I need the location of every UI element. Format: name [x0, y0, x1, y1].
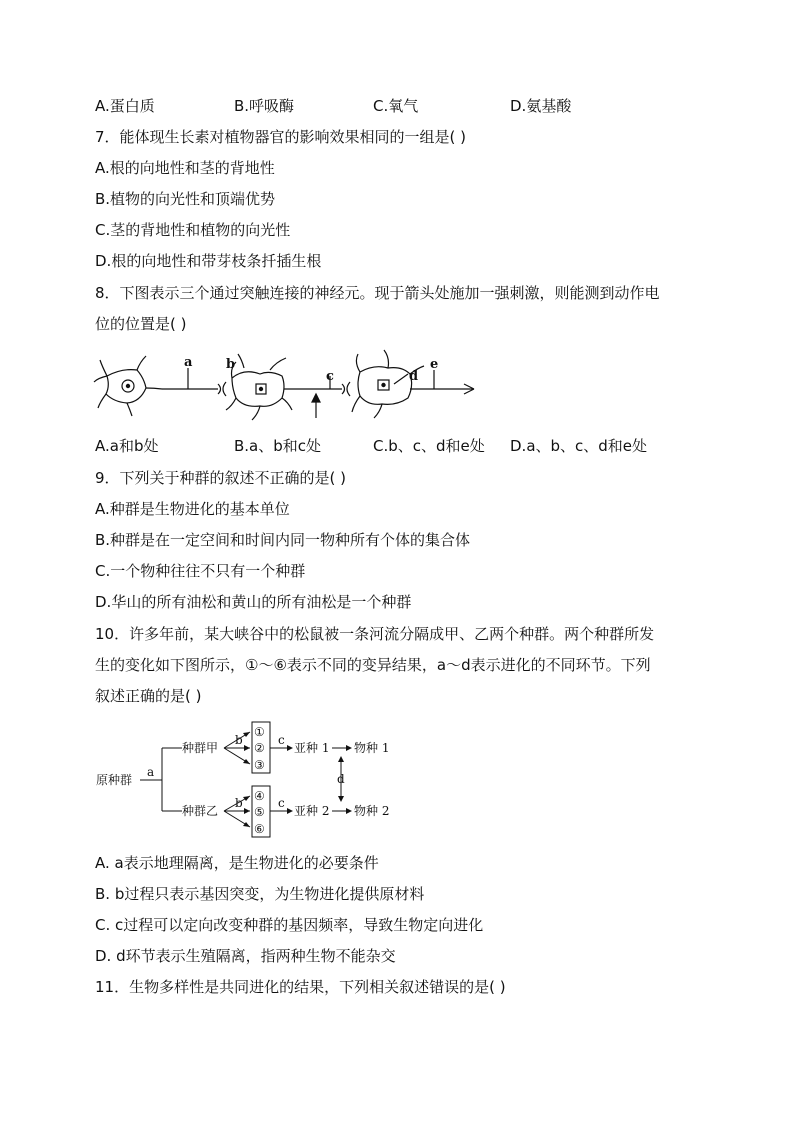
- q11-stem: 11．生物多样性是共同进化的结果，下列相关叙述错误的是( ): [95, 978, 506, 996]
- evolution-figure: [96, 720, 406, 840]
- q8-option-d: D.a、b、c、d和e处: [510, 437, 648, 455]
- q10-option-c: C. c过程可以定向改变种群的基因频率，导致生物定向进化: [95, 916, 484, 934]
- variant-4: ④: [254, 789, 265, 803]
- neuron-2-body: [232, 372, 284, 407]
- subspecies-2: 亚种 2: [294, 804, 330, 818]
- species-2: 物种 2: [354, 804, 390, 818]
- q7-option-d: D.根的向地性和带芽枝条扦插生根: [95, 252, 322, 270]
- q8-option-a: A.a和b处: [95, 437, 159, 455]
- q8-option-c: C.b、c、d和e处: [373, 437, 485, 455]
- q9-option-a: A.种群是生物进化的基本单位: [95, 500, 290, 518]
- electrode-d: [394, 374, 408, 384]
- q8-option-b: B.a、b和c处: [234, 437, 322, 455]
- q6-option-a: A.蛋白质: [95, 97, 155, 115]
- subspecies-1: 亚种 1: [294, 741, 330, 755]
- label-b-top: b: [235, 733, 243, 747]
- q7-option-a: A.根的向地性和茎的背地性: [95, 159, 275, 177]
- origin-population: 原种群: [96, 773, 133, 787]
- variant-6: ⑥: [254, 822, 265, 836]
- population-yi: 种群乙: [182, 804, 219, 818]
- label-b: b: [226, 357, 236, 372]
- q10-stem-line2: 生的变化如下图所示，①～⑥表示不同的变异结果，a～d表示进化的不同环节。下列: [95, 656, 651, 674]
- q6-option-d: D.氨基酸: [510, 97, 572, 115]
- q9-option-b: B.种群是在一定空间和时间内同一物种所有个体的集合体: [95, 531, 471, 549]
- population-jia: 种群甲: [182, 741, 219, 755]
- q6-option-b: B.呼吸酶: [234, 97, 295, 115]
- q8-stem-line2: 位的位置是( ): [95, 315, 187, 333]
- label-d: d: [409, 369, 419, 384]
- label-c-top: c: [278, 733, 285, 747]
- label-c-bottom: c: [278, 796, 285, 810]
- label-a: a: [147, 765, 155, 779]
- label-a: a: [184, 355, 193, 370]
- q6-option-c: C.氧气: [373, 97, 419, 115]
- species-1: 物种 1: [354, 741, 390, 755]
- q9-option-c: C.一个物种往往不只有一个种群: [95, 562, 306, 580]
- label-c: c: [326, 369, 334, 384]
- q8-stem-line1: 8．下图表示三个通过突触连接的神经元。现于箭头处施加一强刺激，则能测到动作电: [95, 284, 660, 302]
- q7-option-b: B.植物的向光性和顶端优势: [95, 190, 276, 208]
- variant-2: ②: [254, 741, 265, 755]
- q10-option-b: B. b过程只表示基因突变，为生物进化提供原材料: [95, 885, 425, 903]
- label-d: d: [337, 772, 345, 786]
- q10-option-a: A. a表示地理隔离，是生物进化的必要条件: [95, 854, 379, 872]
- q10-option-d: D. d环节表示生殖隔离，指两种生物不能杂交: [95, 947, 396, 965]
- label-e: e: [430, 357, 439, 372]
- q8-options: [95, 436, 735, 456]
- q7-option-c: C.茎的背地性和植物的向光性: [95, 221, 291, 239]
- q10-stem-line1: 10．许多年前，某大峡谷中的松鼠被一条河流分隔成甲、乙两个种群。两个种群所发: [95, 625, 655, 643]
- label-b-bottom: b: [235, 796, 243, 810]
- q9-stem: 9．下列关于种群的叙述不正确的是( ): [95, 469, 347, 487]
- q10-stem-line3: 叙述正确的是( ): [95, 687, 202, 705]
- neuron-figure: [92, 346, 492, 424]
- q6-options: [95, 96, 735, 116]
- variant-1: ①: [254, 725, 265, 739]
- q7-stem: 7．能体现生长素对植物器官的影响效果相同的一组是( ): [95, 128, 467, 146]
- q9-option-d: D.华山的所有油松和黄山的所有油松是一个种群: [95, 593, 412, 611]
- variant-3: ③: [254, 758, 265, 772]
- variant-5: ⑤: [254, 805, 265, 819]
